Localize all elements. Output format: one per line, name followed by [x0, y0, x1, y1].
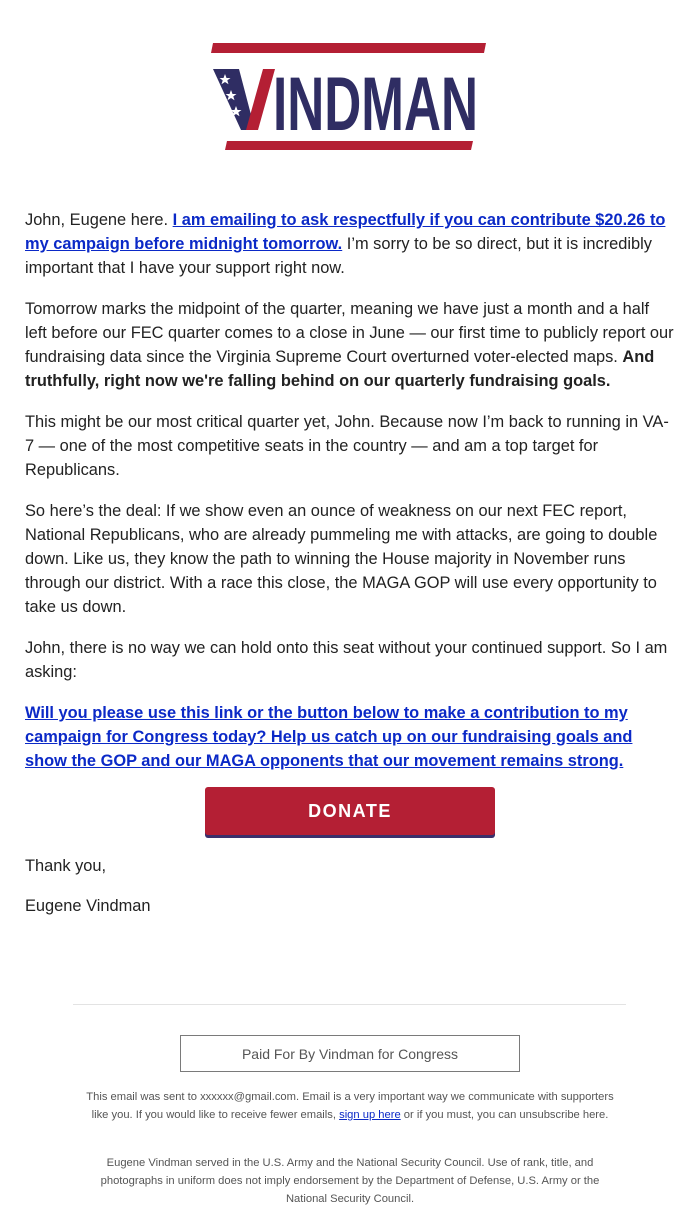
- contribute-link[interactable]: I am emailing to ask respectfully if you can contribute $20.26 to my campaign before midnight tomorrow.: [25, 211, 666, 253]
- paid-for-text: Paid For By Vindman for Congress: [241, 1045, 459, 1062]
- logo-graphic: [211, 42, 487, 155]
- paragraph-critical-quarter: This might be our most critical quarter yet, John. Because now I’m back to running in VA-7 — one of the most competitive seats in the country — and am a top target for Republicans.: [25, 413, 669, 479]
- footer-divider: [73, 1004, 626, 1005]
- intro-tail: I’m sorry to be so direct, but it is incredibly important that I have your support right now.: [25, 235, 652, 277]
- email-body: [25, 208, 675, 790]
- logo-v-right: [246, 69, 275, 130]
- notice-text-pre: This email was sent to xxxxxx@gmail.com. Email is a very important way we communicate with supporters like you. If you would like to receive fewer emails,: [86, 1091, 614, 1121]
- email-notice: [80, 1088, 620, 1124]
- cta-contribution-link[interactable]: Will you please use this link or the button below to make a contribution to my campaign for Congress today? Help us catch up on our fundraising goals and show the GOP and our MAGA opponents that our movement remains strong.: [25, 704, 633, 770]
- signature-text: Eugene Vindman: [25, 897, 151, 915]
- paragraph-cta: [25, 701, 675, 773]
- paragraph-asking: John, there is no way we can hold onto this seat without your continued support. So I am asking:: [25, 639, 668, 681]
- intro-lead: John, Eugene here.: [25, 211, 173, 229]
- midpoint-text: Tomorrow marks the midpoint of the quarter, meaning we have just a month and a half left before our FEC quarter comes to a close in June — our first time to publicly report our fundraising data since the Virginia Supreme Court overturned voter-elected maps.: [25, 300, 674, 366]
- logo-wordmark: INDMAN: [273, 62, 478, 147]
- paragraph-intro: [25, 208, 675, 280]
- army-disclaimer: Eugene Vindman served in the U.S. Army and the National Security Council. Use of rank, title, and photographs in uniform does not imply endorsement by the Department of Defense, U.S. Army or the National Security Council.: [100, 1157, 600, 1205]
- vindman-logo[interactable]: [211, 42, 487, 155]
- paragraph-the-deal: So here’s the deal: If we show even an ounce of weakness on our next FEC report, National Republicans, who are already pummeling me with attacks, are going to double down. Like us, they know the path to winning the House majority in November runs through our district. With a race this close, the MAGA GOP will use every opportunity to take us down.: [25, 502, 658, 616]
- thank-you-text: Thank you,: [25, 857, 107, 875]
- falling-behind-text: And truthfully, right now we're falling behind on our quarterly fundraising goals.: [25, 348, 655, 390]
- notice-text-post: or if you must, you can unsubscribe here.: [400, 1109, 609, 1121]
- paragraph-midpoint: [25, 297, 675, 393]
- paid-for-box: [180, 1035, 520, 1072]
- logo-top-stripe: [211, 43, 486, 53]
- donate-button[interactable]: DONATE: [205, 787, 495, 835]
- sign-up-link[interactable]: sign up here: [339, 1109, 401, 1121]
